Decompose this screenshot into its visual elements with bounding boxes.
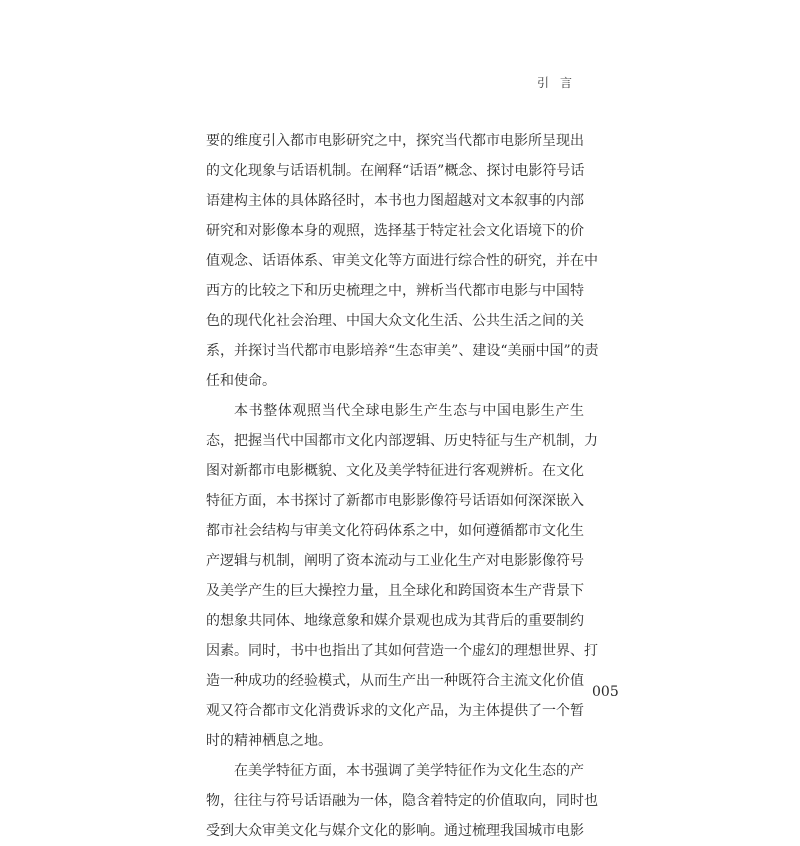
text-line: 要的维度引入都市电影研究之中，探究当代都市电影所呈现出 (206, 133, 584, 149)
text-line: 产逻辑与机制，阐明了资本流动与工业化生产对电影影像符号 (206, 553, 584, 569)
text-line: 任和使命。 (206, 373, 276, 389)
text-line: 的文化现象与话语机制。在阐释“话语”概念、探讨电影符号话 (206, 163, 585, 179)
text-line: 图对新都市电影概貌、文化及美学特征进行客观辨析。在文化 (206, 463, 584, 479)
text-line: 时的精神栖息之地。 (206, 733, 332, 749)
text-line: 值观念、话语体系、审美文化等方面进行综合性的研究，并在中 (206, 253, 598, 269)
text-line: 都市社会结构与审美文化符码体系之中，如何遵循都市文化生 (206, 523, 584, 539)
text-line: 造一种成功的经验模式，从而生产出一种既符合主流文化价值 (206, 673, 584, 689)
text-line: 系，并探讨当代都市电影培养“生态审美”、建设“美丽中国”的责 (206, 343, 599, 359)
text-line: 及美学产生的巨大操控力量，且全球化和跨国资本生产背景下 (206, 583, 584, 599)
text-line: 特征方面，本书探讨了新都市电影影像符号话语如何深深嵌入 (206, 493, 584, 509)
text-line: 在美学特征方面，本书强调了美学特征作为文化生态的产 (234, 763, 584, 779)
text-line: 语建构主体的具体路径时，本书也力图超越对文本叙事的内部 (206, 193, 584, 209)
text-line: 本书整体观照当代全球电影生产生态与中国电影生产生 (234, 403, 584, 419)
text-line: 受到大众审美文化与媒介文化的影响。通过梳理我国城市电影 (206, 823, 584, 839)
text-line: 态，把握当代中国都市文化内部逻辑、历史特征与生产机制，力 (206, 433, 598, 449)
body-text (206, 126, 599, 846)
text-line: 的想象共同体、地缘意象和媒介景观也成为其背后的重要制约 (206, 613, 584, 629)
text-line: 色的现代化社会治理、中国大众文化生活、公共生活之间的关 (206, 313, 584, 329)
text-line: 西方的比较之下和历史梳理之中，辨析当代都市电影与中国特 (206, 283, 584, 299)
running-head: 引言 (537, 76, 584, 90)
page-number: 005 (592, 684, 619, 700)
text-line: 观又符合都市文化消费诉求的文化产品，为主体提供了一个暂 (206, 703, 584, 719)
text-line: 研究和对影像本身的观照，选择基于特定社会文化语境下的价 (206, 223, 584, 239)
text-line: 因素。同时，书中也指出了其如何营造一个虚幻的理想世界、打 (206, 643, 598, 659)
text-line: 物，往往与符号话语融为一体，隐含着特定的价值取向，同时也 (206, 793, 598, 809)
